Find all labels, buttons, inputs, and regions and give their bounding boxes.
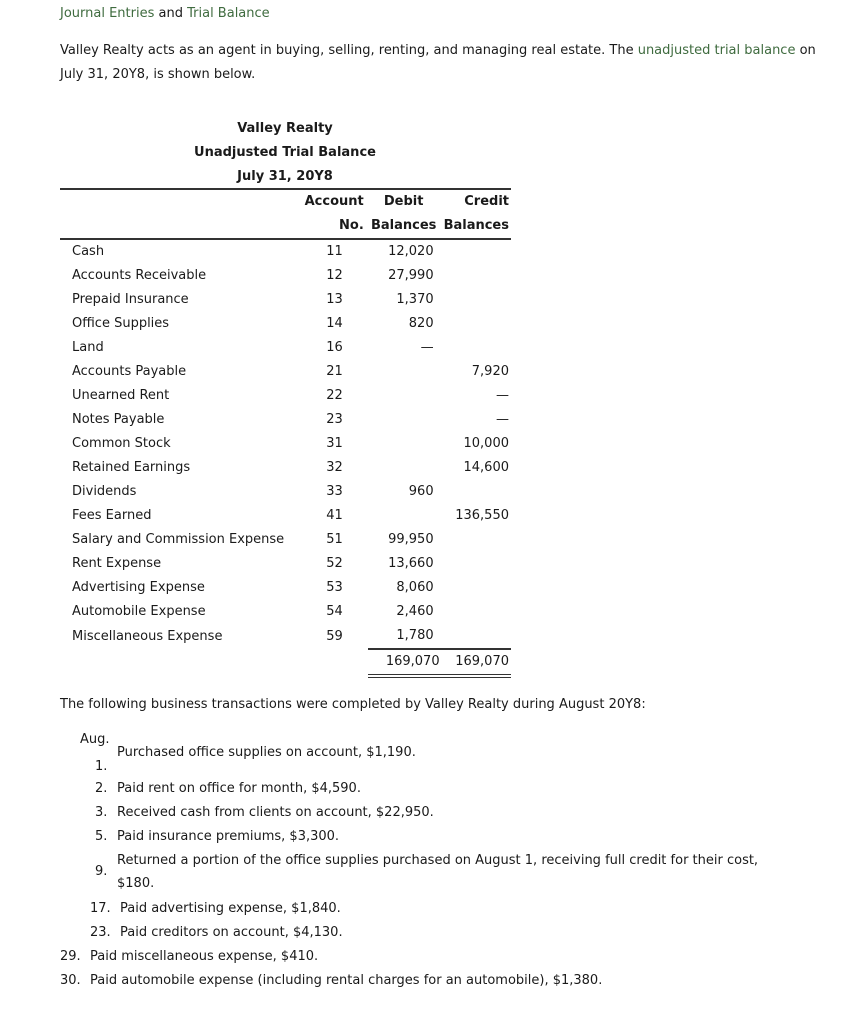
header-credit-2: Balances [440, 214, 511, 239]
transaction-text: Paid creditors on account, $4,130. [120, 925, 343, 940]
credit-balance [440, 552, 511, 576]
table-row [60, 600, 511, 624]
total-credit: 169,070 [440, 649, 511, 676]
account-no: 54 [326, 604, 343, 619]
credit-balance [440, 576, 511, 600]
intro-paragraph [60, 39, 820, 87]
transaction-text: Paid automobile expense (including rental charges for an automobile), $1,380. [90, 973, 603, 988]
account-name: Retained Earnings [72, 460, 191, 475]
debit-balance: 1,370 [396, 292, 434, 307]
credit-balance [440, 336, 511, 360]
debit-balance [368, 360, 440, 384]
total-debit: 169,070 [368, 649, 440, 676]
debit-balance: 8,060 [396, 580, 434, 595]
account-no: 21 [326, 364, 343, 379]
account-no: 51 [326, 532, 343, 547]
debit-balance [368, 432, 440, 456]
debit-balance [368, 504, 440, 528]
account-name: Dividends [72, 484, 137, 499]
transaction-text: Paid rent on office for month, $4,590. [117, 781, 361, 796]
debit-balance: 1,780 [396, 628, 434, 643]
table-row [60, 360, 511, 384]
table-row [60, 528, 511, 552]
table-row [60, 504, 511, 528]
header-account-no-2: No. [295, 214, 368, 239]
transaction-day: 30. [60, 973, 81, 988]
trial-balance-date: July 31, 20Y8 [237, 169, 333, 184]
table-row [60, 288, 511, 312]
account-no: 13 [326, 292, 343, 307]
table-row [60, 576, 511, 600]
debit-balance: 13,660 [388, 556, 434, 571]
account-no: 33 [326, 484, 343, 499]
credit-balance [440, 239, 511, 264]
transaction-day: 17. [90, 901, 111, 916]
credit-balance [440, 264, 511, 288]
account-name: Automobile Expense [72, 604, 206, 619]
account-no: 14 [326, 316, 343, 331]
unadjusted-trial-balance-link[interactable]: unadjusted trial balance [637, 43, 796, 58]
transaction-text: Received cash from clients on account, $22,950. [117, 805, 434, 820]
transactions-intro: The following business transactions were completed by Valley Realty during August 20Y8: [60, 697, 646, 712]
transaction-day: 5. [95, 829, 108, 844]
account-name: Advertising Expense [72, 580, 205, 595]
transaction-text: Paid miscellaneous expense, $410. [90, 949, 319, 964]
account-name: Fees Earned [72, 508, 152, 523]
credit-balance: 7,920 [471, 364, 509, 379]
credit-balance [440, 312, 511, 336]
transaction-day: 1. [95, 759, 108, 774]
account-no: 31 [326, 436, 343, 451]
transaction-day: 2. [95, 781, 108, 796]
credit-balance: 136,550 [455, 508, 509, 523]
account-name: Prepaid Insurance [72, 292, 189, 307]
debit-balance: 27,990 [388, 268, 434, 283]
account-no: 53 [326, 580, 343, 595]
credit-balance [440, 600, 511, 624]
title-connector: and [154, 6, 188, 21]
debit-balance: 12,020 [388, 244, 434, 259]
transaction-text-continued: $180. [117, 876, 155, 891]
account-name: Land [72, 340, 104, 355]
account-no: 23 [326, 412, 343, 427]
trial-balance-link[interactable]: Trial Balance [187, 6, 270, 21]
table-row [60, 432, 511, 456]
account-name: Cash [72, 244, 105, 259]
credit-balance [440, 480, 511, 504]
account-name: Miscellaneous Expense [72, 628, 223, 644]
credit-balance: 14,600 [463, 460, 509, 475]
table-row [60, 480, 511, 504]
account-no: 11 [326, 244, 343, 259]
account-name: Salary and Commission Expense [72, 532, 285, 547]
transaction-text: Paid insurance premiums, $3,300. [117, 829, 340, 844]
transaction-text: Paid advertising expense, $1,840. [120, 901, 341, 916]
table-row [60, 408, 511, 432]
debit-balance: 99,950 [388, 532, 434, 547]
trial-balance-company: Valley Realty [237, 121, 333, 136]
header-row [60, 189, 511, 214]
table-row [60, 456, 511, 480]
table-row [60, 624, 511, 649]
trial-balance-table [60, 188, 511, 678]
transaction-month: Aug. [80, 732, 110, 747]
table-row [60, 336, 511, 360]
header-account-name [60, 214, 295, 239]
header-debit: Debit [368, 189, 440, 214]
account-name: Accounts Payable [72, 364, 187, 379]
debit-balance [368, 384, 440, 408]
credit-balance [440, 624, 511, 649]
credit-balance: — [496, 388, 509, 403]
header-debit-2: Balances [368, 214, 440, 239]
account-name: Common Stock [72, 436, 171, 451]
account-no: 12 [326, 268, 343, 283]
debit-balance: 2,460 [396, 604, 434, 619]
account-no: 59 [326, 628, 343, 644]
account-name: Rent Expense [72, 556, 162, 571]
table-row [60, 552, 511, 576]
intro-text-2: on July 31, 20Y8, is shown below. [60, 43, 816, 82]
transaction-day: 23. [90, 925, 111, 940]
transaction-day: 9. [95, 864, 108, 879]
credit-balance: 10,000 [463, 436, 509, 451]
totals-row [60, 649, 511, 676]
transaction-text: Returned a portion of the office supplies purchased on August 1, receiving full credit for their cost, [117, 853, 759, 868]
account-name: Notes Payable [72, 412, 165, 427]
header-account-no: Account [295, 189, 368, 214]
header-account-name [60, 189, 295, 214]
transaction-day: 29. [60, 949, 81, 964]
table-row [60, 264, 511, 288]
account-name: Unearned Rent [72, 388, 170, 403]
debit-balance: 960 [408, 484, 434, 499]
account-no: 22 [326, 388, 343, 403]
table-row [60, 312, 511, 336]
account-no: 41 [326, 508, 343, 523]
journal-entries-link[interactable]: Journal Entries [60, 6, 155, 21]
header-row [60, 214, 511, 239]
trial-balance-title: Unadjusted Trial Balance [194, 145, 376, 160]
table-row [60, 239, 511, 264]
credit-balance [440, 528, 511, 552]
page-title [60, 6, 270, 21]
account-no: 52 [326, 556, 343, 571]
debit-balance [368, 456, 440, 480]
debit-balance [368, 408, 440, 432]
credit-balance: — [496, 412, 509, 427]
credit-balance [440, 288, 511, 312]
account-no: 32 [326, 460, 343, 475]
debit-balance: — [420, 340, 434, 355]
account-name: Accounts Receivable [72, 268, 207, 283]
transaction-day: 3. [95, 805, 108, 820]
transaction-text: Purchased office supplies on account, $1,190. [117, 745, 416, 760]
account-no: 16 [326, 340, 343, 355]
header-credit: Credit [440, 189, 511, 214]
debit-balance: 820 [408, 316, 434, 331]
intro-text-1: Valley Realty acts as an agent in buying, selling, renting, and managing real estate. The [60, 43, 638, 58]
account-name: Office Supplies [72, 316, 170, 331]
table-row [60, 384, 511, 408]
